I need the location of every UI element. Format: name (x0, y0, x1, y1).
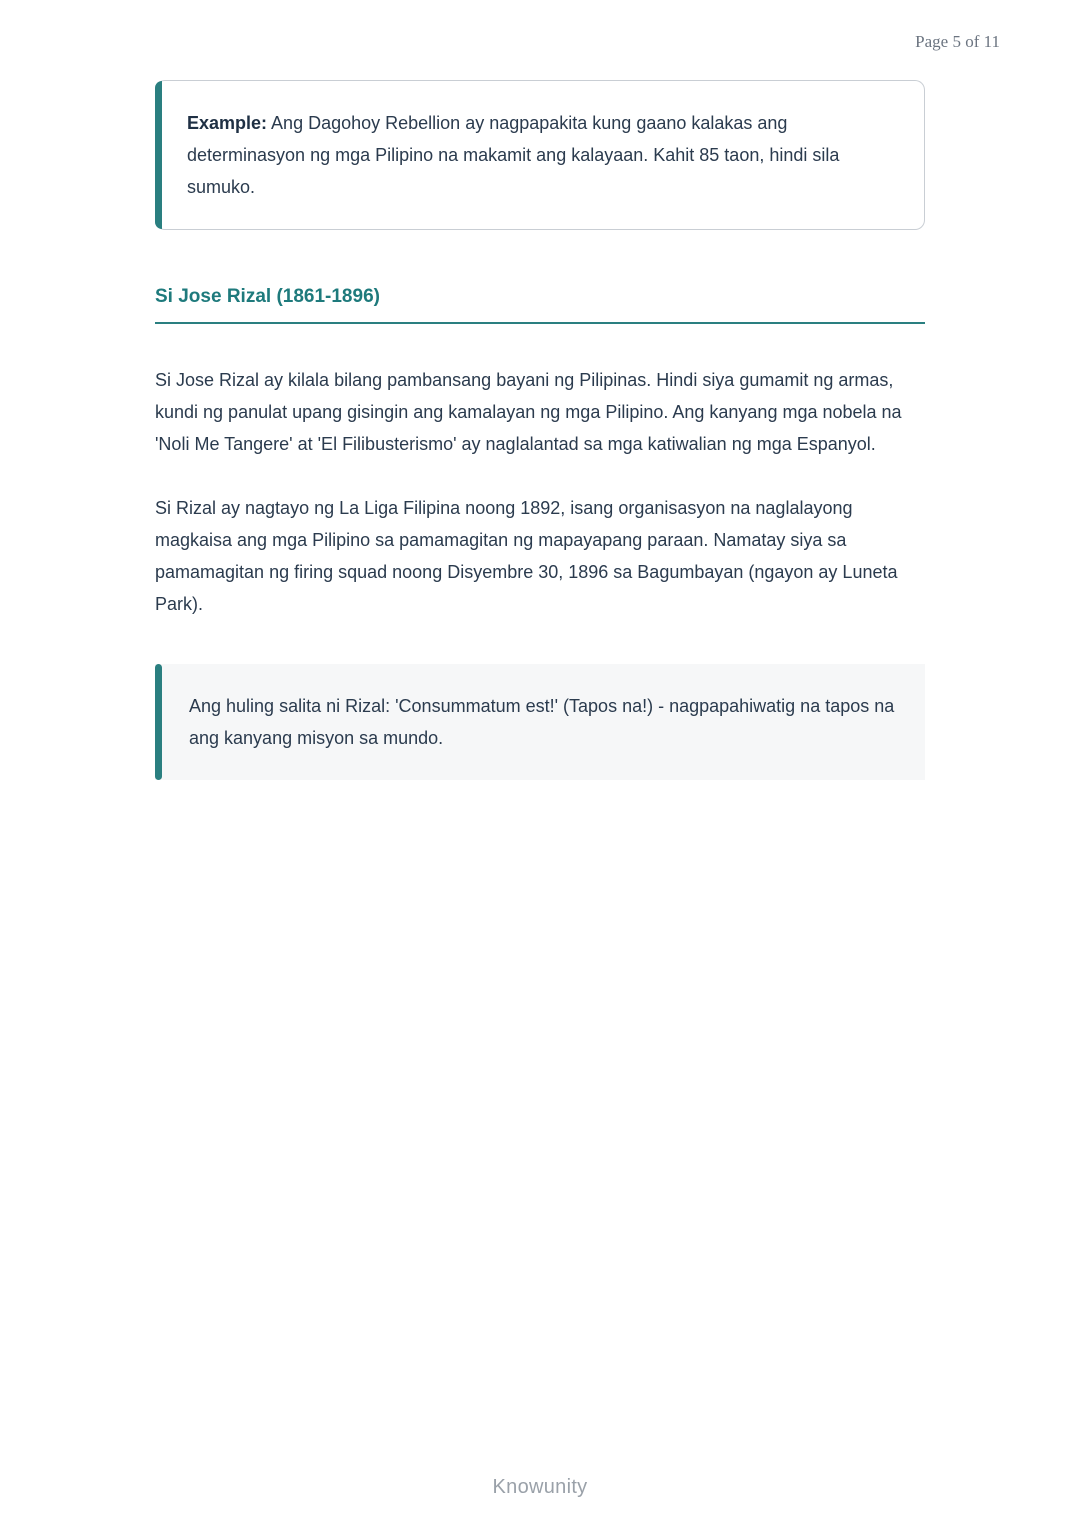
example-text: Ang Dagohoy Rebellion ay nagpapakita kung gaano kalakas ang determinasyon ng mga Pilipino na makamit ang kalayaan. Kahit 85 taon, hindi sila sumuko. (187, 113, 840, 197)
footer-brand: Knowunity (492, 1476, 588, 1498)
quote-block (155, 664, 925, 780)
body-paragraph: Si Rizal ay nagtayo ng La Liga Filipina noong 1892, isang organisasyon na naglalayong magkaisa ang mga Pilipino sa pamamagitan ng mapayapang paraan. Namatay siya sa pamamagitan ng firing squad noong Disyembre 30, 1896 sa Bagumbayan (ngayon ay Luneta Park). (155, 498, 898, 614)
quote-text: Ang huling salita ni Rizal: 'Consummatum est!' (Tapos na!) - nagpapahiwatig na tapos na ang kanyang misyon sa mundo. (189, 696, 895, 748)
example-callout (155, 80, 925, 230)
page-indicator: Page 5 of 11 (915, 32, 1000, 51)
example-paragraph (187, 107, 894, 203)
example-label: Example: (187, 113, 268, 133)
section-heading: Si Jose Rizal (1861-1896) (155, 286, 925, 324)
content-column (155, 80, 925, 780)
body-paragraph: Si Jose Rizal ay kilala bilang pambansang bayani ng Pilipinas. Hindi siya gumamit ng armas, kundi ng panulat upang gisingin ang kamalayan ng mga Pilipino. Ang kanyang mga nobela na 'Noli Me Tangere' at 'El Filibusterismo' ay naglalantad sa mga katiwalian ng mga Espanyol. (155, 370, 902, 454)
callout-accent-bar (155, 81, 162, 229)
quote-accent-bar (155, 664, 162, 780)
